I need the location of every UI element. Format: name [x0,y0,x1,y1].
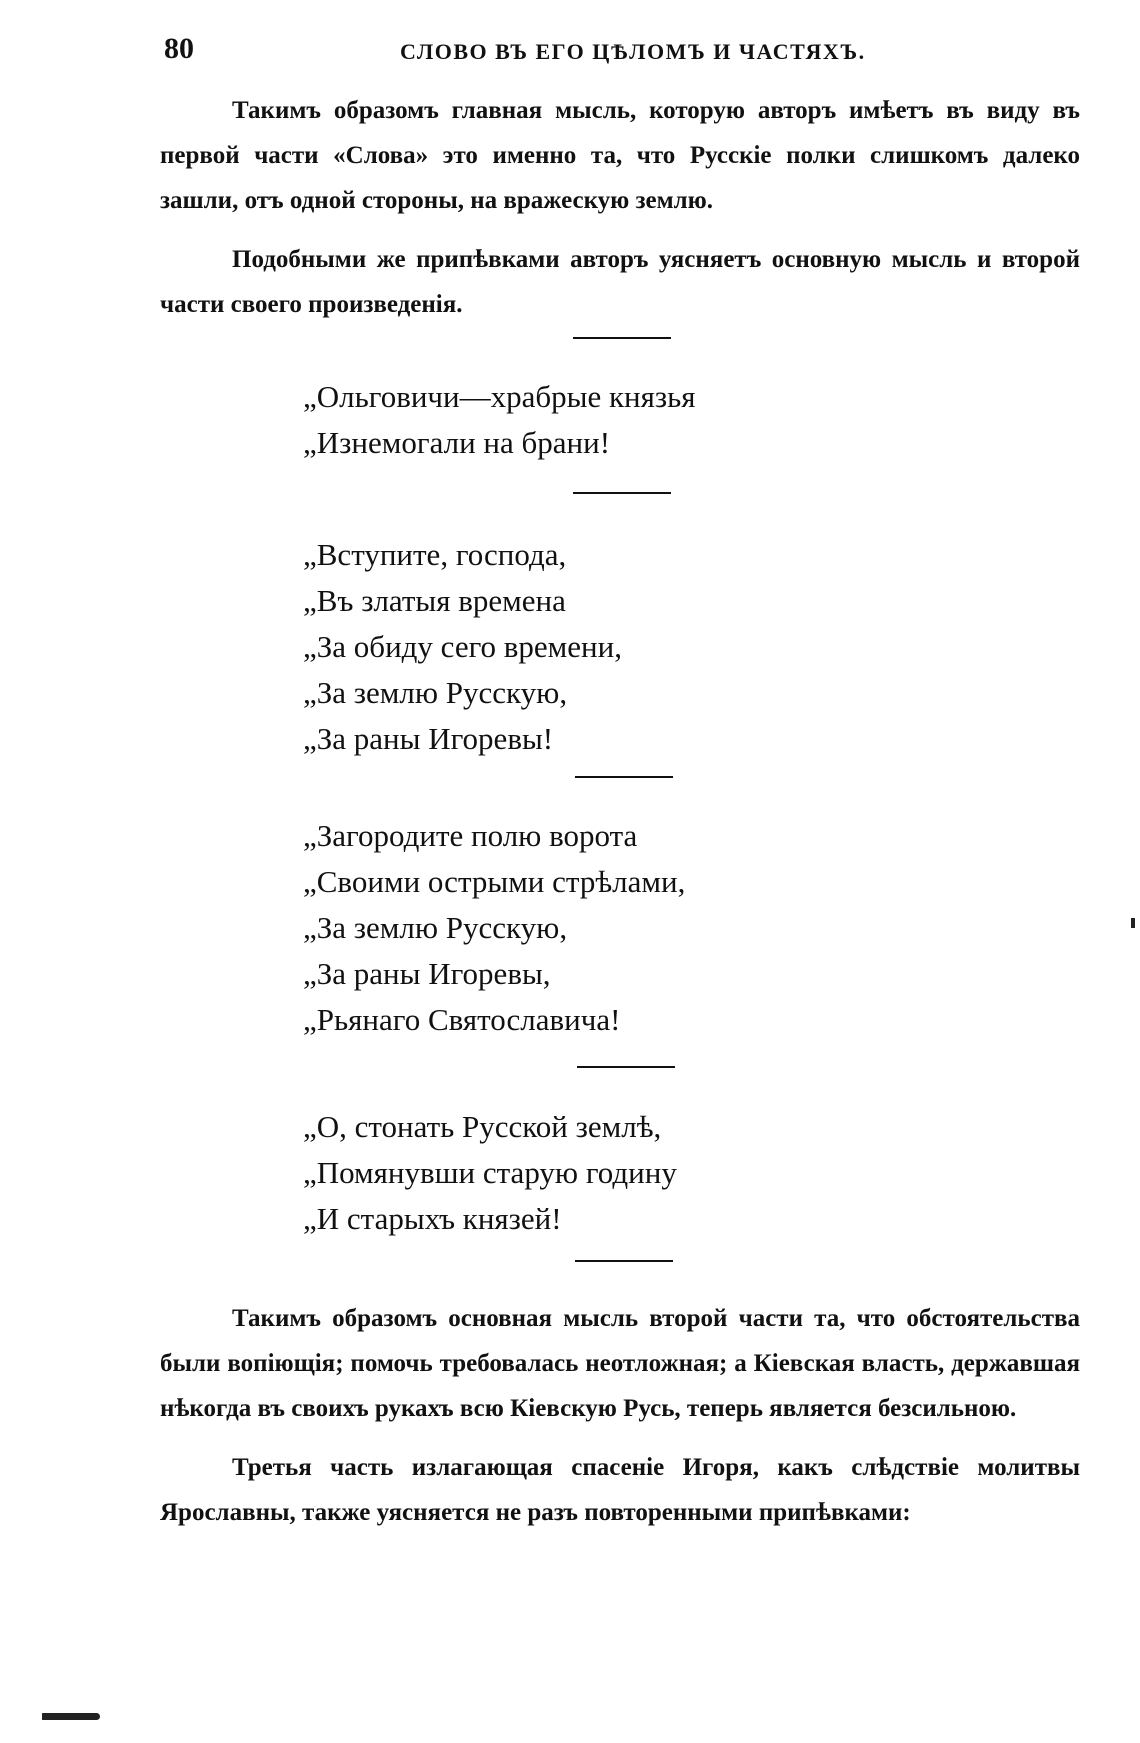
intro-text [160,88,1080,341]
section-divider [573,492,671,494]
verse-line: „Вступите, господа, [303,537,567,572]
page-header [160,32,1080,72]
paragraph: Такимъ образомъ главная мысль, которую авторъ имѣетъ въ виду въ первой части «Слова» это именно та, что Русскіе полки слишкомъ далеко зашли, отъ одной стороны, на вражескую землю. [160,97,1080,214]
verse-line: „Въ златыя времена [303,583,566,618]
verse-line: „Изнемогали на брани! [303,425,611,460]
verse-line: „За землю Русскую, [303,675,568,710]
section-divider [573,337,671,339]
paragraph: Подобными же припѣвками авторъ уясняетъ основную мысль и второй части своего произведенія. [160,246,1080,318]
verse-line: „И старыхъ князей! [303,1201,562,1236]
verse-line: „Ольговичи—храбрые князья [303,379,696,414]
verse-line: „О, стонать Русской землѣ, [303,1109,662,1144]
verse-stanza [303,374,696,466]
verse-line: „За землю Русскую, [303,910,568,945]
running-title: СЛОВО ВЪ ЕГО ЦѢЛОМЪ И ЧАСТЯХЪ. [400,39,866,64]
verse-line: „За раны Игоревы, [303,956,551,991]
paragraph: Третья часть излагающая спасеніе Игоря, какъ слѣдствіе молитвы Ярославны, также уясняется не разъ повторенными припѣвками: [160,1454,1080,1526]
verse-line: „Рьянаго Святославича! [303,1002,621,1037]
scan-mark [42,1713,100,1720]
paragraph: Такимъ образомъ основная мысль второй части та, что обстоятельства были вопіющія; помочь требовалась неотложная; а Кіевская власть, державшая нѣкогда въ своихъ рукахъ всю Кіевскую Русь, теперь является безсильною. [160,1305,1080,1422]
verse-line: „Своими острыми стрѣлами, [303,864,686,899]
verse-stanza [303,532,622,762]
verse-line: „Загородите полю ворота [303,818,638,853]
scan-mark [1131,918,1135,928]
section-divider [575,1260,673,1262]
section-divider [575,776,673,778]
verse-stanza [303,813,685,1043]
page-number: 80 [164,32,194,65]
section-divider [577,1066,675,1068]
verse-line: „За обиду сего времени, [303,629,622,664]
verse-line: „За раны Игоревы! [303,721,554,756]
verse-line: „Помянувши старую годину [303,1155,677,1190]
verse-stanza [303,1104,677,1242]
conclusion-text [160,1296,1080,1549]
